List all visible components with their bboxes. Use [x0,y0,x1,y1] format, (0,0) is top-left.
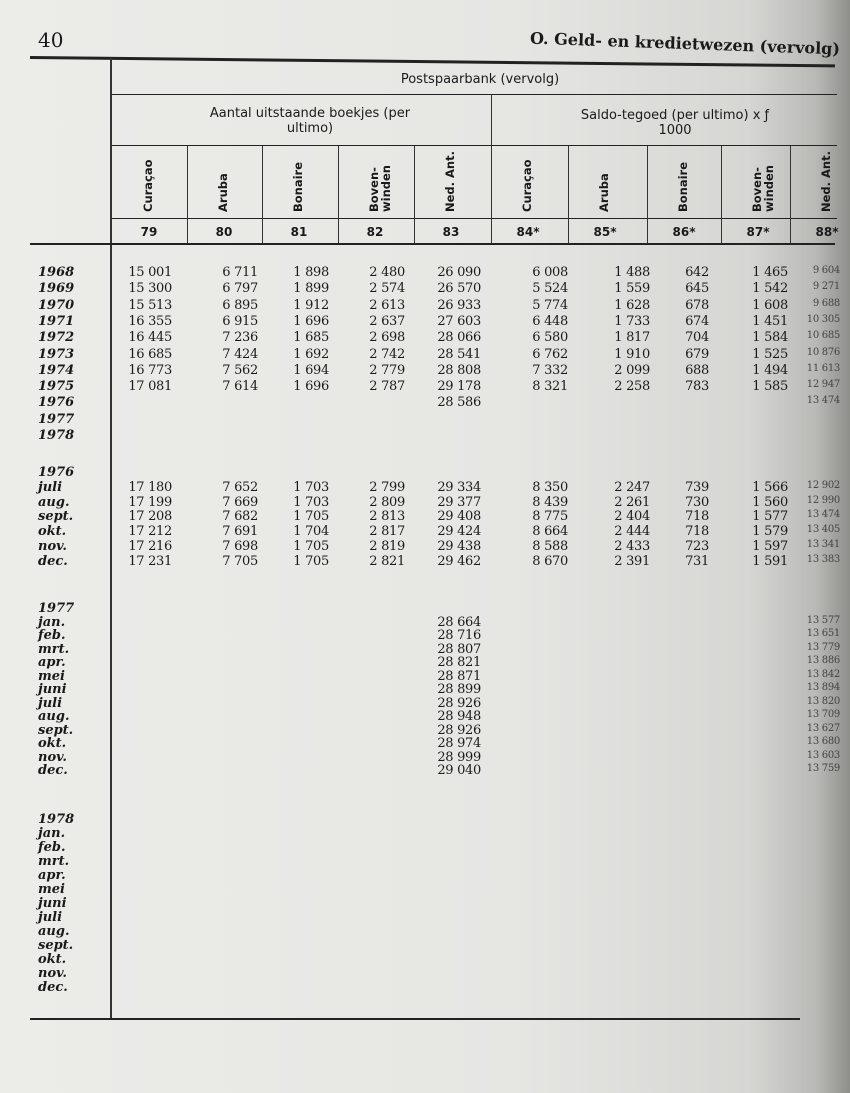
column-header: Ned. Ant. [819,151,833,212]
table-cell: 1 584 [752,330,788,346]
row-label: 1976 [38,465,75,480]
table-cell: 29 424 [437,524,481,540]
table-cell: 7 614 [222,379,258,395]
table-cell: 2 813 [369,509,405,525]
table-cell: 28 664 [437,614,481,630]
table-cell: 29 438 [437,539,481,554]
table-cell: 7 424 [222,346,258,362]
column-number: 83 [442,225,460,239]
table-cell: 17 216 [128,539,172,554]
row-label: 1968 [38,265,75,280]
table-cell: 17 212 [128,524,172,540]
table-cell: 12 990 [806,494,840,506]
row-label: 1972 [38,330,75,346]
table-cell: 1 585 [752,379,788,395]
table-cell: 7 698 [222,539,258,554]
table-cell: 1 591 [752,553,788,569]
table-cell: 2 444 [614,524,650,540]
table-cell: 28 948 [437,709,481,724]
table-cell: 1 608 [752,297,788,313]
column-rule [414,146,415,243]
table-cell: 28 926 [437,695,481,711]
column-number: 86* [672,225,696,239]
table-cell: 6 008 [532,265,568,280]
table-cell: 29 334 [437,479,481,495]
group-header-count: Aantal uitstaande boekjes (per ultimo) [209,106,411,136]
column-number: 87* [746,225,770,239]
table-cell: 10 876 [806,346,840,358]
row-label: sept. [38,938,74,953]
table-cell: 8 775 [532,509,568,525]
table-cell: 13 383 [806,553,840,565]
table-cell: 645 [685,281,709,297]
row-label: 1976 [38,395,75,411]
table-cell: 2 247 [614,479,650,495]
row-label: mrt. [38,854,70,869]
table-cell: 29 408 [437,509,481,525]
table-cell: 642 [685,265,709,280]
table-cell: 8 670 [532,553,568,569]
table-cell: 1 566 [752,479,788,495]
table-cell: 7 682 [222,509,258,525]
table-cell: 2 787 [369,379,405,395]
table-cell: 1 696 [293,313,329,329]
table-cell: 739 [685,479,709,495]
page-number: 40 [38,28,64,52]
row-label: apr. [38,868,66,883]
column-header: Curaçao [520,159,534,212]
table-cell: 13 474 [806,509,840,521]
column-number: 79 [140,225,158,239]
table-cell: 8 439 [532,494,568,510]
row-label: juni [38,682,67,697]
table-cell: 13 651 [806,628,840,639]
table-cell: 8 321 [532,379,568,395]
row-label: jan. [38,614,66,630]
column-rule [647,146,648,243]
row-label: mei [38,882,65,897]
table-cell: 2 433 [614,539,650,554]
column-header: Aruba [216,173,230,212]
table-cell: 718 [685,509,709,525]
row-label: dec. [38,980,68,995]
table-cell: 678 [685,297,709,313]
table-cell: 2 099 [614,362,650,378]
table-cell: 5 524 [532,281,568,297]
table-cell: 1 559 [614,281,650,297]
column-number: 85* [593,225,617,239]
table-cell: 29 377 [437,494,481,510]
column-rule [568,146,569,243]
row-label: juli [38,695,63,711]
table-cell: 26 933 [437,297,481,313]
table-cell: 2 404 [614,509,650,525]
column-rule [721,146,722,243]
table-cell: 1 696 [293,379,329,395]
table-cell: 1 494 [752,362,788,378]
table-cell: 13 820 [806,695,840,707]
row-label: 1977 [38,601,75,616]
table-cell: 11 613 [806,362,840,374]
column-number: 88* [815,225,839,239]
table-cell: 1 542 [752,281,788,297]
table-cell: 15 513 [128,297,172,313]
row-label: juli [38,479,63,495]
table-cell: 17 199 [128,494,172,510]
table-cell: 1 525 [752,346,788,362]
table-cell: 1 705 [293,539,329,554]
table-cell: 7 705 [222,553,258,569]
table-cell: 12 902 [806,479,840,491]
column-number: 81 [290,225,308,239]
row-label: 1977 [38,411,75,427]
table-cell: 783 [685,379,709,395]
row-label: jan. [38,826,66,841]
column-rule [187,146,188,243]
row-label: aug. [38,924,70,939]
table-cell: 13 627 [806,722,840,734]
row-label: nov. [38,749,67,765]
table-cell: 6 448 [532,313,568,329]
table-cell: 2 480 [369,265,405,280]
table-cell: 2 258 [614,379,650,395]
table-cell: 29 178 [437,379,481,395]
table-cell: 1 703 [293,479,329,495]
table-cell: 8 588 [532,539,568,554]
table-cell: 1 705 [293,553,329,569]
table-cell: 1 817 [614,330,650,346]
column-number: 82 [366,225,384,239]
table-cell: 2 821 [369,553,405,569]
table-cell: 1 910 [614,346,650,362]
column-header: Bonaire [676,161,690,212]
table-cell: 2 742 [369,346,405,362]
table-cell: 1 560 [752,494,788,510]
row-label: 1978 [38,812,75,827]
table-cell: 6 762 [532,346,568,362]
table-cell: 7 669 [222,494,258,510]
table-cell: 6 711 [222,265,258,280]
table-cell: 28 807 [437,641,481,657]
column-header: Aruba [597,173,611,212]
table-cell: 1 597 [752,539,788,554]
table-cell: 28 899 [437,682,481,697]
table-cell: 2 261 [614,494,650,510]
table-cell: 8 350 [532,479,568,495]
row-label: 1970 [38,297,75,313]
rule [112,218,837,219]
table-cell: 2 799 [369,479,405,495]
row-label: sept. [38,509,74,525]
row-label: feb. [38,628,66,643]
table-cell: 27 603 [437,313,481,329]
table-cell: 8 664 [532,524,568,540]
group-header-balance: Saldo-tegoed (per ultimo) x ƒ 1000 [580,108,770,138]
top-rule [30,56,835,67]
row-label: sept. [38,722,74,738]
table-cell: 674 [685,313,709,329]
table-cell: 2 613 [369,297,405,313]
row-label: mrt. [38,641,70,657]
table-cell: 12 947 [806,379,840,391]
table-cell: 1 733 [614,313,650,329]
table-cell: 17 081 [128,379,172,395]
table-cell: 1 694 [293,362,329,378]
table-cell: 688 [685,362,709,378]
table-cell: 13 603 [806,749,840,761]
table-cell: 2 574 [369,281,405,297]
table-cell: 13 779 [806,641,840,653]
row-label: dec. [38,553,68,569]
table-cell: 2 698 [369,330,405,346]
table-cell: 13 842 [806,668,840,680]
table-cell: 1 898 [293,265,329,280]
row-label: 1978 [38,428,75,443]
table-cell: 7 691 [222,524,258,540]
rule [112,145,837,146]
table-cell: 15 300 [128,281,172,297]
row-label: 1974 [38,362,75,378]
row-label: feb. [38,840,66,855]
row-label: okt. [38,524,67,540]
table-cell: 5 774 [532,297,568,313]
table-cell: 7 236 [222,330,258,346]
column-rule [262,146,263,243]
table-cell: 1 628 [614,297,650,313]
table-cell: 9 271 [812,281,840,293]
table-cell: 13 341 [806,539,840,550]
column-header: Ned. Ant. [443,151,457,212]
table-cell: 6 895 [222,297,258,313]
table-cell: 9 688 [812,297,840,309]
row-label: dec. [38,763,68,778]
row-label: apr. [38,655,66,670]
table-title: Postspaarbank (vervolg) [400,72,560,87]
table-cell: 2 391 [614,553,650,569]
table-cell: 2 817 [369,524,405,540]
row-label: okt. [38,952,67,967]
column-header: Boven- winden [367,165,393,212]
table-cell: 17 231 [128,553,172,569]
table-cell: 13 680 [806,736,840,747]
table-cell: 1 577 [752,509,788,525]
row-label: juli [38,910,63,925]
table-cell: 7 332 [532,362,568,378]
table-cell: 704 [685,330,709,346]
column-header: Curaçao [141,159,155,212]
table-cell: 13 709 [806,709,840,720]
table-cell: 29 040 [437,763,481,778]
table-cell: 6 797 [222,281,258,297]
table-cell: 6 915 [222,313,258,329]
table-cell: 13 894 [806,682,840,693]
rule [30,243,835,245]
table-cell: 16 773 [128,362,172,378]
table-cell: 2 809 [369,494,405,510]
row-label: aug. [38,709,70,724]
table-cell: 28 999 [437,749,481,765]
table-cell: 1 488 [614,265,650,280]
table-cell: 6 580 [532,330,568,346]
table-cell: 16 445 [128,330,172,346]
table-cell: 16 355 [128,313,172,329]
row-label: juni [38,896,67,911]
row-label: aug. [38,494,70,510]
table-cell: 7 652 [222,479,258,495]
table-cell: 1 685 [293,330,329,346]
row-label: 1971 [38,313,75,329]
column-number: 84* [516,225,540,239]
bottom-rule [30,1018,800,1020]
running-title: O. Geld- en kredietwezen (vervolg) [529,28,841,59]
table-cell: 13 886 [806,655,840,666]
table-cell: 28 808 [437,362,481,378]
column-header: Bonaire [291,161,305,212]
table-cell: 1 703 [293,494,329,510]
table-cell: 2 637 [369,313,405,329]
table-cell: 2 819 [369,539,405,554]
rule [112,94,837,95]
column-rule [338,146,339,243]
row-label: 1969 [38,281,75,297]
table-cell: 7 562 [222,362,258,378]
table-cell: 17 208 [128,509,172,525]
table-cell: 1 451 [752,313,788,329]
table-cell: 2 779 [369,362,405,378]
table-cell: 718 [685,524,709,540]
table-cell: 16 685 [128,346,172,362]
table-cell: 10 685 [806,330,840,342]
row-label: 1975 [38,379,75,395]
column-rule [790,146,791,243]
row-label: nov. [38,966,67,981]
table-cell: 1 704 [293,524,329,540]
table-cell: 1 579 [752,524,788,540]
column-number: 80 [215,225,233,239]
table-cell: 13 759 [806,763,840,774]
table-cell: 13 577 [806,614,840,626]
table-cell: 28 926 [437,722,481,738]
table-cell: 28 821 [437,655,481,670]
table-cell: 13 474 [806,395,840,407]
table-cell: 28 541 [437,346,481,362]
table-cell: 28 716 [437,628,481,643]
column-rule [491,146,492,243]
row-label: nov. [38,539,67,554]
row-label: 1973 [38,346,75,362]
table-cell: 28 066 [437,330,481,346]
row-label: mei [38,668,65,684]
table-cell: 29 462 [437,553,481,569]
table-cell: 13 405 [806,524,840,536]
table-cell: 723 [685,539,709,554]
table-cell: 1 465 [752,265,788,280]
table-cell: 1 692 [293,346,329,362]
table-cell: 26 090 [437,265,481,280]
table-cell: 730 [685,494,709,510]
table-cell: 1 705 [293,509,329,525]
table-cell: 679 [685,346,709,362]
table-cell: 17 180 [128,479,172,495]
column-header: Boven- winden [750,165,776,212]
table-cell: 28 586 [437,395,481,411]
table-cell: 731 [685,553,709,569]
table-cell: 15 001 [128,265,172,280]
table-cell: 1 912 [293,297,329,313]
table-cell: 28 871 [437,668,481,684]
table-cell: 1 899 [293,281,329,297]
table-cell: 9 604 [812,265,840,276]
table-cell: 28 974 [437,736,481,751]
row-label: okt. [38,736,67,751]
table-cell: 26 570 [437,281,481,297]
table-cell: 10 305 [806,313,840,325]
